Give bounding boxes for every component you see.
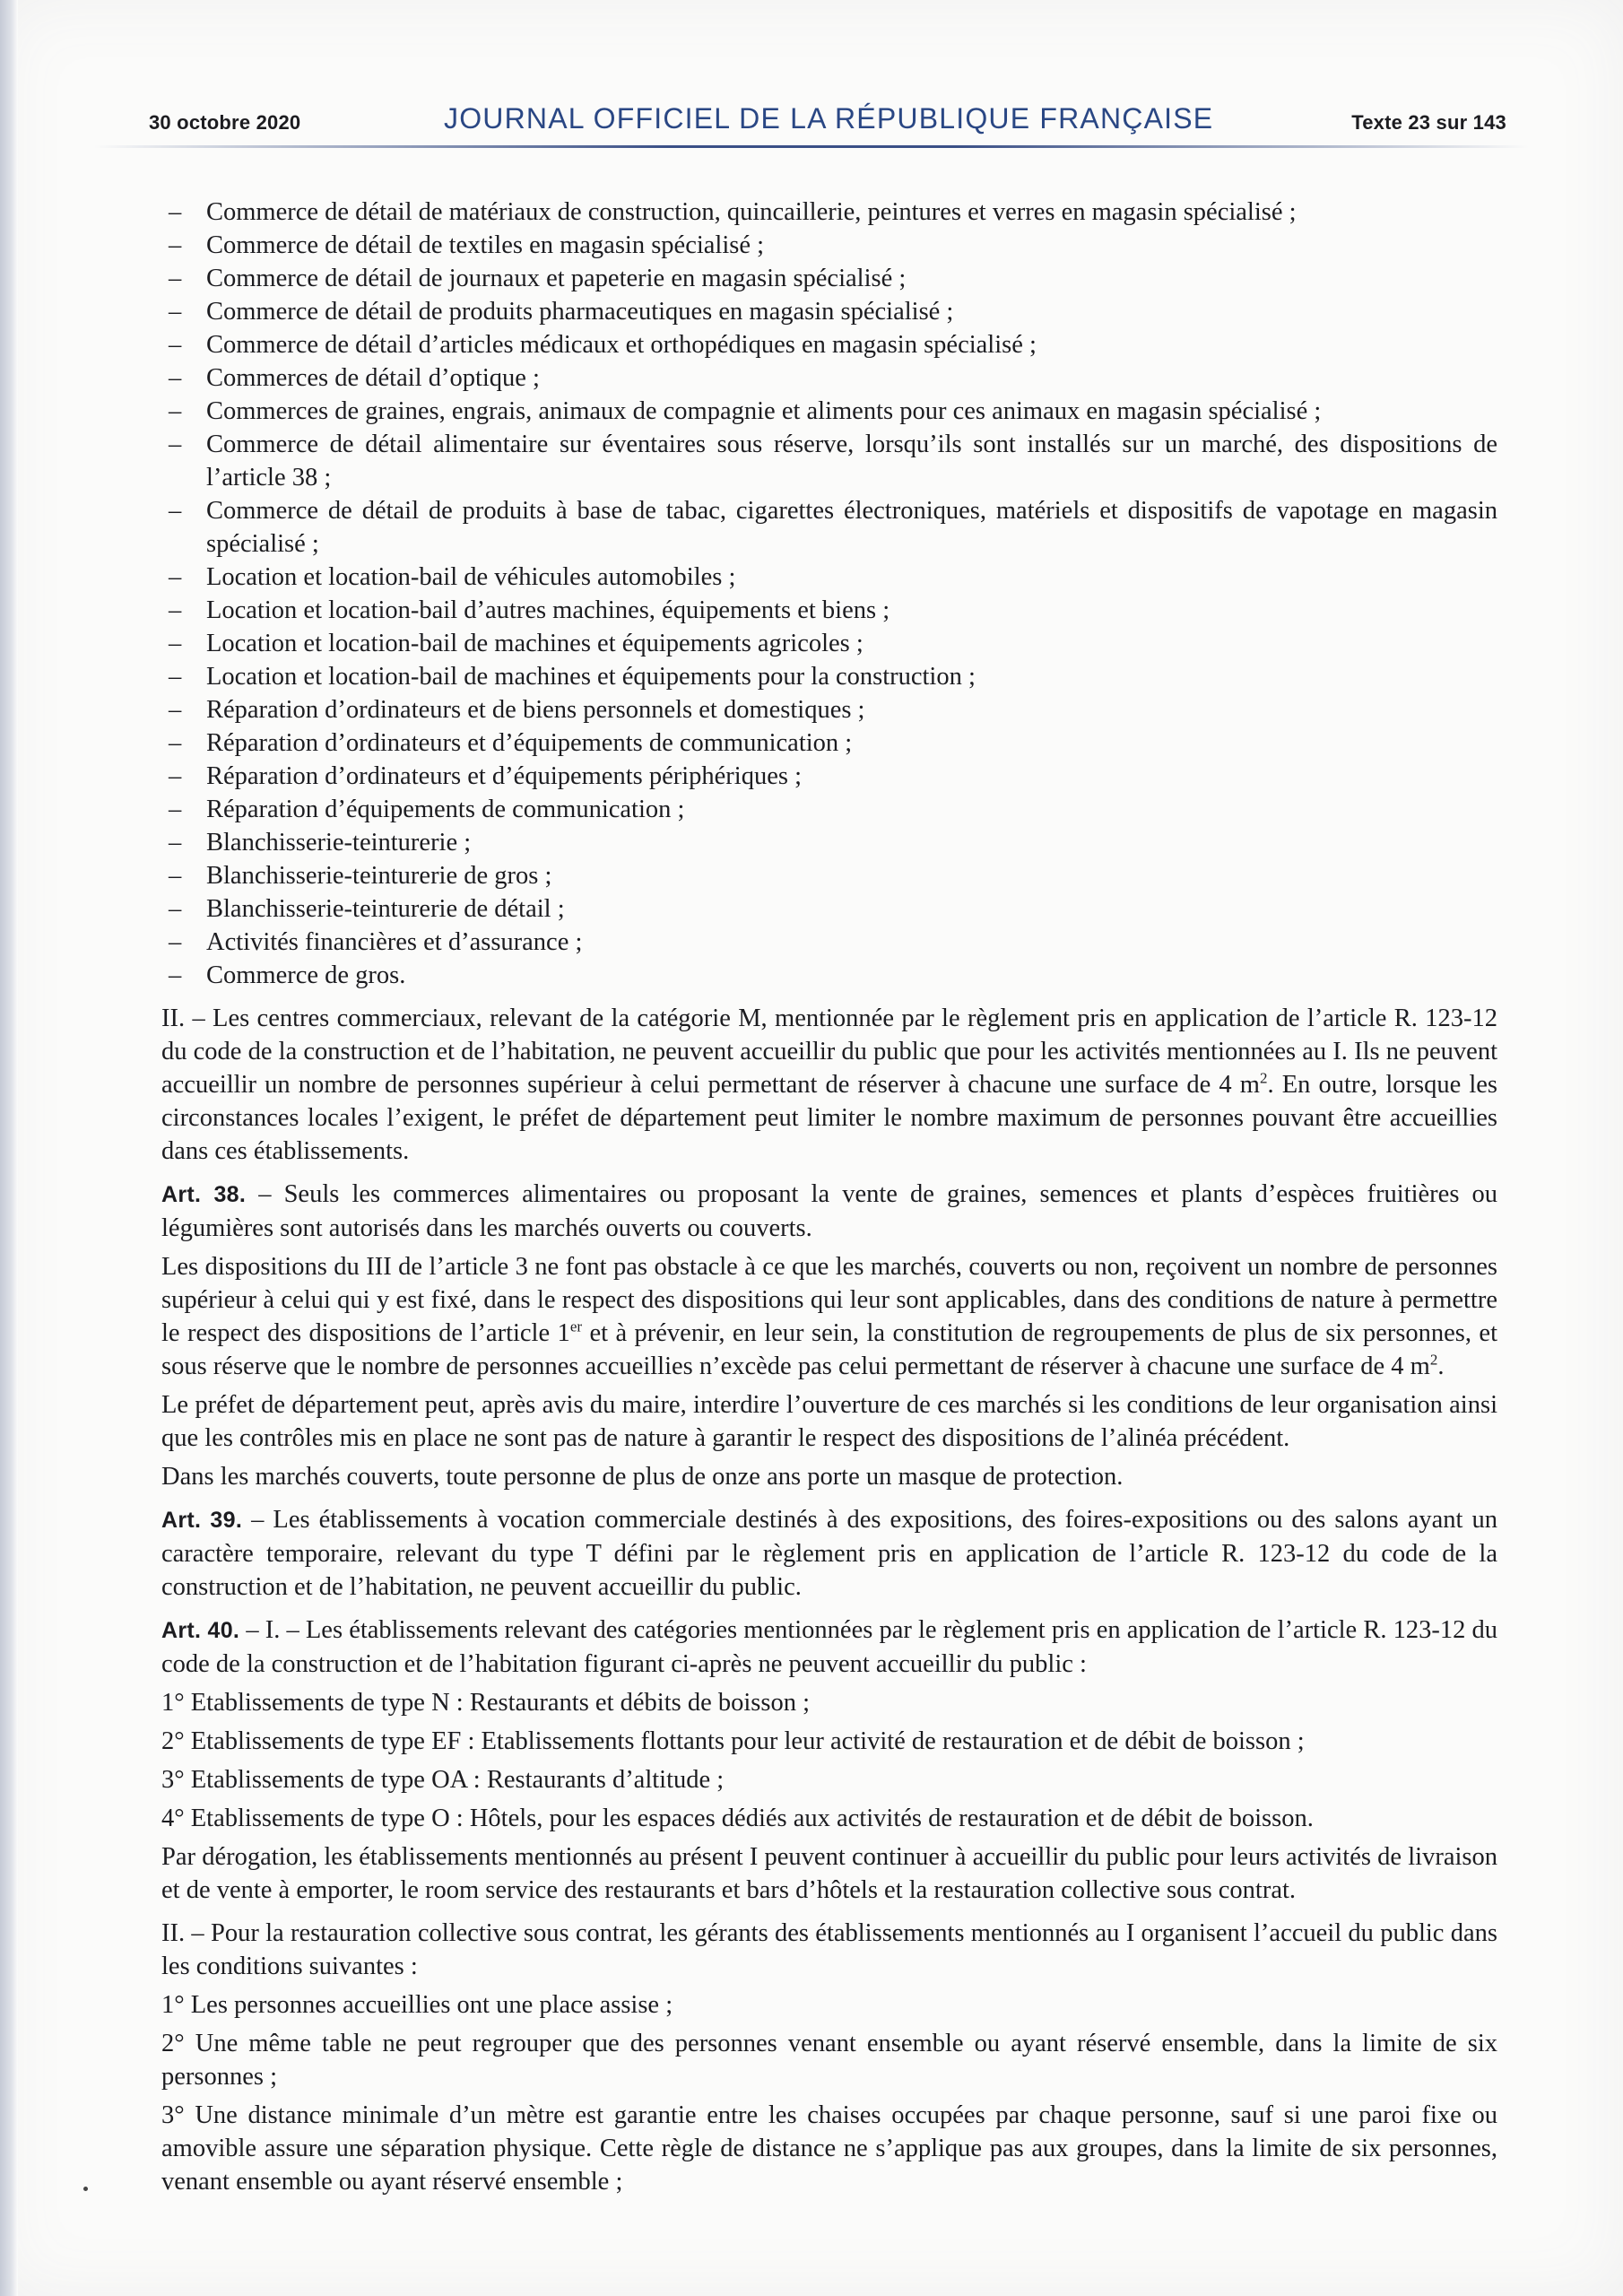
list-item: – Commerce de gros. (169, 961, 406, 989)
activity-list (161, 196, 1497, 992)
document-body (161, 196, 1497, 2198)
list-item: – Location et location-bail de véhicules automobiles ; (169, 563, 736, 591)
list-item: – Activités financières et d’assurance ; (169, 928, 583, 956)
list-item: – Réparation d’ordinateurs et de biens personnels et domestiques ; (169, 696, 865, 724)
list-item: – Commerce de détail de produits à base de tabac, cigarettes électroniques, matériels et dispositifs de vapotage en magasin spécialisé ; (169, 497, 1497, 558)
art40-section-II-intro: II. – Pour la restauration collective sous contrat, les gérants des établissements mentionnés au I organisent l’accueil du public dans les conditions suivantes : (161, 1919, 1497, 1980)
art39-paragraph: Art. 39. – Les établissements à vocation commerciale destinés à des expositions, des foires-expositions ou des salons ayant un caractère temporaire, relevant du type T défini par le règlement pris en application de l’article R. 123-12 du code de la construction et de l’habitation, ne peuvent accueillir du public. (161, 1506, 1497, 1601)
list-item: – Commerce de détail d’articles médicaux et orthopédiques en magasin spécialisé ; (169, 331, 1037, 359)
article-label: Art. 40. (161, 1618, 240, 1643)
art38-paragraph-3: Le préfet de département peut, après avis du maire, interdire l’ouverture de ces marchés si les conditions de leur organisation ainsi que les contrôles mis en place ne sont pas de nature à garantir le respect des dispositions de l’alinéa précédent. (161, 1391, 1497, 1452)
art38-paragraph-2: Les dispositions du III de l’article 3 ne font pas obstacle à ce que les marchés, couverts ou non, reçoivent un nombre de personnes supérieur à celui qui y est fixé, dans le respect des dispositions qui leur sont applicables, dans des conditions de nature à permettre le respect des dispositions de l’article 1er et à prévenir, en leur sein, la constitution de regroupements de plus de six personnes, et sous réserve que le nombre de personnes accueillies n’excède pas celui permettant de réserver à chacune une surface de 4 $m^2$. (161, 1253, 1497, 1380)
numbered-item: 2° Etablissements de type EF : Etablissements flottants pour leur activité de restauration et de débit de boisson ; (161, 1727, 1305, 1755)
list-item: – Commerces de graines, engrais, animaux de compagnie et aliments pour ces animaux en magasin spécialisé ; (169, 397, 1322, 425)
header-rule (94, 145, 1529, 148)
list-item: – Blanchisserie-teinturerie ; (169, 829, 472, 857)
numbered-item: 1° Les personnes accueillies ont une place assise ; (161, 1991, 673, 2019)
numbered-item: 2° Une même table ne peut regrouper que des personnes venant ensemble ou ayant réservé ensemble, dans la limite de six personnes ; (161, 2030, 1497, 2091)
scan-speck (83, 2187, 88, 2191)
journal-title: JOURNAL OFFICIEL DE LA RÉPUBLIQUE FRANÇAISE (444, 102, 1214, 135)
header-text-number: Texte 23 sur 143 (1351, 111, 1506, 134)
numbered-item: 4° Etablissements de type O : Hôtels, pour les espaces dédiés aux activités de restauration et de débit de boisson. (161, 1805, 1314, 1832)
list-item: – Réparation d’ordinateurs et d’équipements périphériques ; (169, 762, 802, 790)
list-item: – Blanchisserie-teinturerie de détail ; (169, 895, 565, 923)
list-item: – Blanchisserie-teinturerie de gros ; (169, 862, 552, 890)
list-item: – Commerce de détail de journaux et papeterie en magasin spécialisé ; (169, 265, 907, 292)
list-item: – Commerce de détail alimentaire sur éventaires sous réserve, lorsqu’ils sont installés sur un marché, des dispositions de l’article 38 ; (169, 430, 1497, 491)
page-header (135, 97, 1506, 140)
art38-paragraph-1: Art. 38. – Seuls les commerces alimentaires ou proposant la vente de graines, semences et plants d’espèces fruitières ou légumières sont autorisés dans les marchés ouverts ou couverts. (161, 1180, 1498, 1242)
list-item: – Location et location-bail d’autres machines, équipements et biens ; (169, 596, 890, 624)
scan-edge-shadow (0, 0, 18, 2296)
list-item: – Commerce de détail de produits pharmaceutiques en magasin spécialisé ; (169, 298, 954, 326)
header-date: 30 octobre 2020 (149, 111, 301, 134)
numbered-item: 1° Etablissements de type N : Restaurants et débits de boisson ; (161, 1689, 810, 1717)
art37-section-II: II. – Les centres commerciaux, relevant de la catégorie M, mentionnée par le règlement pris en application de l’article R. 123-12 du code de la construction et de l’habitation, ne peuvent accueillir du public que pour les activités mentionnées au I. Ils ne peuvent accueillir un nombre de personnes supérieur à celui permettant de réserver à chacune une surface de 4 $m^2$. En outre, lorsque les circonstances locales l’exigent, le préfet de département peut limiter le nombre maximum de personnes pouvant être accueillies dans ces établissements. (161, 1004, 1498, 1165)
list-item: – Location et location-bail de machines et équipements agricoles ; (169, 630, 864, 657)
list-item: – Réparation d’équipements de communication ; (169, 796, 685, 823)
article-label: Art. 38. (161, 1182, 247, 1207)
list-item: – Commerce de détail de textiles en magasin spécialisé ; (169, 231, 765, 259)
art40-intro: Art. 40. – I. – Les établissements relevant des catégories mentionnées par le règlement pris en application de l’article R. 123-12 du code de la construction et de l’habitation figurant ci-après ne peuvent accueillir du public : (161, 1616, 1498, 1678)
numbered-item: 3° Etablissements de type OA : Restaurants d’altitude ; (161, 1766, 725, 1794)
list-item: – Location et location-bail de machines et équipements pour la construction ; (169, 663, 976, 691)
list-item: – Commerce de détail de matériaux de construction, quincaillerie, peintures et verres en magasin spécialisé ; (169, 198, 1297, 226)
list-item: – Commerces de détail d’optique ; (169, 364, 540, 392)
numbered-item: 3° Une distance minimale d’un mètre est garantie entre les chaises occupées par chaque personne, sauf si une paroi fixe ou amovible assure une séparation physique. Cette règle de distance ne s’applique pas aux groupes, dans la limite de six personnes, venant ensemble ou ayant réservé ensemble ; (161, 2101, 1497, 2196)
art38-paragraph-4: Dans les marchés couverts, toute personne de plus de onze ans porte un masque de protection. (161, 1463, 1124, 1491)
list-item: – Réparation d’ordinateurs et d’équipements de communication ; (169, 729, 853, 757)
article-label: Art. 39. (161, 1508, 243, 1533)
art40-derogation: Par dérogation, les établissements mentionnés au présent I peuvent continuer à accueillir du public pour leurs activités de livraison et de vente à emporter, le room service des restaurants et bars d’hôtels et la restauration collective sous contrat. (161, 1843, 1497, 1904)
